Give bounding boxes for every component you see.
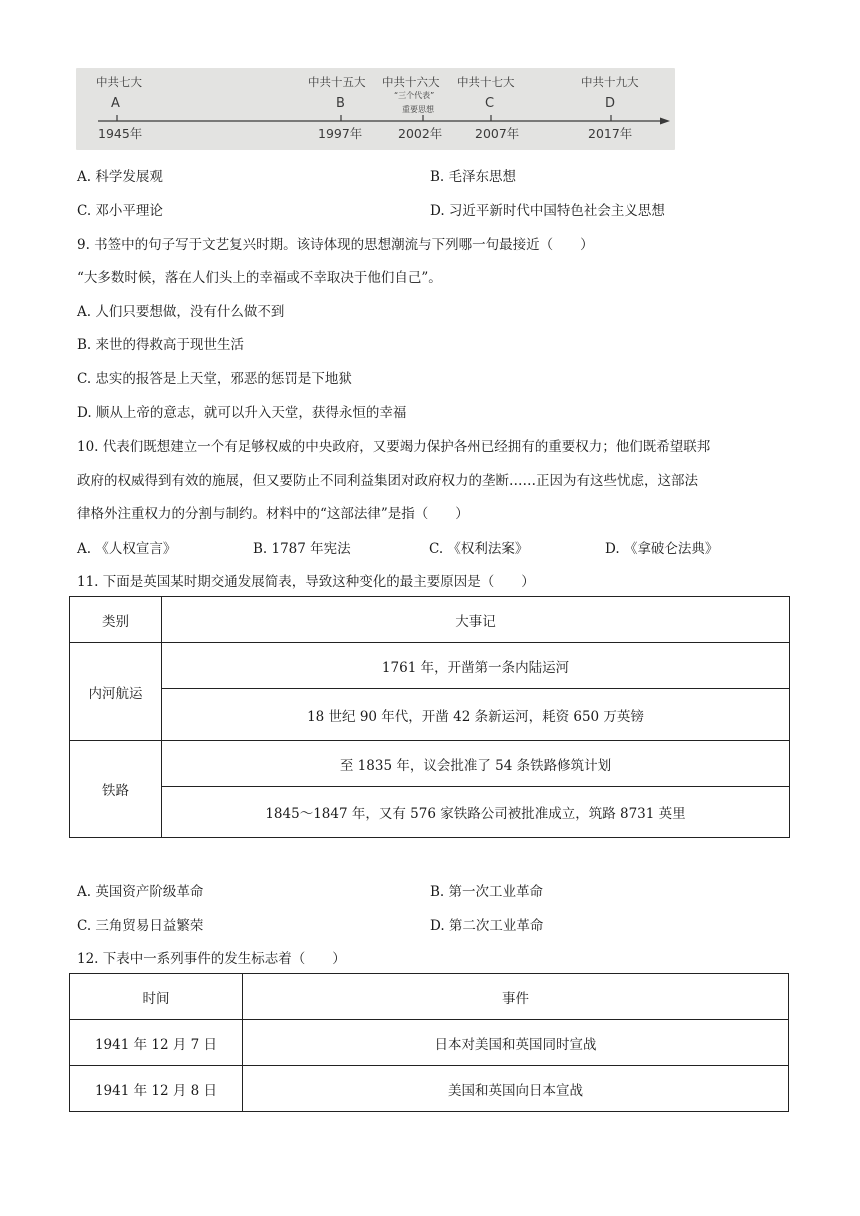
table-header-row bbox=[70, 597, 790, 643]
timeline-sub-label-1: “三个代表” bbox=[394, 91, 435, 100]
q12-events-table bbox=[69, 973, 789, 1112]
q10-stem-line-3: 律格外注重权力的分割与制约。材料中的“这部法律”是指（ ） bbox=[77, 506, 469, 522]
q9-quote: “大多数时候，落在人们头上的幸福或不幸取决于他们自己”。 bbox=[77, 270, 442, 286]
q8-option-d: D. 习近平新时代中国特色社会主义思想 bbox=[430, 203, 665, 219]
table-row bbox=[70, 1020, 789, 1066]
q10-option-a: A. 《人权宣言》 bbox=[77, 541, 177, 557]
table-header-row bbox=[70, 974, 789, 1020]
timeline-sub-label-2: 重要思想 bbox=[402, 105, 434, 114]
timeline-letter-b: B bbox=[336, 96, 345, 111]
q9-option-b: B. 来世的得救高于现世生活 bbox=[77, 337, 245, 353]
timeline-label-b: 中共十五大 bbox=[308, 75, 366, 89]
timeline-year-1945: 1945年 bbox=[98, 126, 143, 141]
timeline-label-d: 中共十九大 bbox=[581, 75, 639, 89]
timeline-label-a: 中共七大 bbox=[96, 75, 142, 89]
q10-option-b: B. 1787 年宪法 bbox=[253, 541, 351, 557]
q11-option-b: B. 第一次工业革命 bbox=[430, 884, 544, 900]
timeline-year-2002: 2002年 bbox=[398, 126, 443, 141]
timeline-label-b2: 中共十六大 bbox=[382, 75, 440, 89]
timeline-year-2007: 2007年 bbox=[475, 126, 520, 141]
table-row bbox=[70, 741, 790, 787]
time-cell: 1941 年 12 月 7 日 bbox=[70, 1020, 243, 1066]
table-row bbox=[70, 689, 790, 741]
q8-option-a: A. 科学发展观 bbox=[77, 169, 163, 185]
event-cell: 18 世纪 90 年代，开凿 42 条新运河，耗资 650 万英镑 bbox=[162, 689, 790, 741]
q10-option-c: C. 《权利法案》 bbox=[429, 541, 529, 557]
q8-option-b: B. 毛泽东思想 bbox=[430, 169, 517, 185]
timeline-letter-d: D bbox=[605, 96, 616, 111]
timeline-figure bbox=[76, 68, 675, 150]
q11-option-c: C. 三角贸易日益繁荣 bbox=[77, 918, 204, 934]
q11-transport-table bbox=[69, 596, 790, 838]
column-header-category: 类别 bbox=[70, 597, 162, 643]
timeline-year-2017: 2017年 bbox=[588, 126, 633, 141]
event-cell: 至 1835 年，议会批准了 54 条铁路修筑计划 bbox=[162, 741, 790, 787]
timeline-label-c: 中共十七大 bbox=[457, 75, 515, 89]
q10-stem-line-1: 10. 代表们既想建立一个有足够权威的中央政府，又要竭力保护各州已经拥有的重要权力；他们既希望联邦 bbox=[77, 439, 711, 455]
q9-option-d: D. 顺从上帝的意志，就可以升入天堂，获得永恒的幸福 bbox=[77, 405, 407, 421]
table-row bbox=[70, 643, 790, 689]
q10-option-d: D. 《拿破仑法典》 bbox=[605, 541, 719, 557]
q9-stem: 9. 书签中的句子写于文艺复兴时期。该诗体现的思想潮流与下列哪一句最接近（ ） bbox=[77, 237, 594, 253]
table-row bbox=[70, 787, 790, 838]
timeline-letter-c: C bbox=[485, 96, 495, 111]
event-cell: 日本对美国和英国同时宣战 bbox=[243, 1020, 789, 1066]
column-header-events: 大事记 bbox=[162, 597, 790, 643]
q8-option-c: C. 邓小平理论 bbox=[77, 203, 163, 219]
event-cell: 1845～1847 年，又有 576 家铁路公司被批准成立，筑路 8731 英里 bbox=[162, 787, 790, 838]
q11-stem: 11. 下面是英国某时期交通发展简表，导致这种变化的最主要原因是（ ） bbox=[77, 574, 535, 590]
q9-option-a: A. 人们只要想做，没有什么做不到 bbox=[77, 304, 285, 320]
event-cell: 美国和英国向日本宣战 bbox=[243, 1066, 789, 1112]
category-cell-railway: 铁路 bbox=[70, 741, 162, 838]
event-cell: 1761 年，开凿第一条内陆运河 bbox=[162, 643, 790, 689]
column-header-time: 时间 bbox=[70, 974, 243, 1020]
q12-stem: 12. 下表中一系列事件的发生标志着（ ） bbox=[77, 951, 346, 967]
q11-option-d: D. 第二次工业革命 bbox=[430, 918, 544, 934]
timeline-letter-a: A bbox=[111, 96, 120, 111]
timeline-year-1997: 1997年 bbox=[318, 126, 363, 141]
column-header-event: 事件 bbox=[243, 974, 789, 1020]
category-cell-canal: 内河航运 bbox=[70, 643, 162, 741]
time-cell: 1941 年 12 月 8 日 bbox=[70, 1066, 243, 1112]
q10-stem-line-2: 政府的权威得到有效的施展，但又要防止不同利益集团对政府权力的垄断……正因为有这些忧虑，这部法 bbox=[77, 473, 698, 489]
q11-option-a: A. 英国资产阶级革命 bbox=[77, 884, 204, 900]
table-row bbox=[70, 1066, 789, 1112]
q9-option-c: C. 忠实的报答是上天堂，邪恶的惩罚是下地狱 bbox=[77, 371, 352, 387]
